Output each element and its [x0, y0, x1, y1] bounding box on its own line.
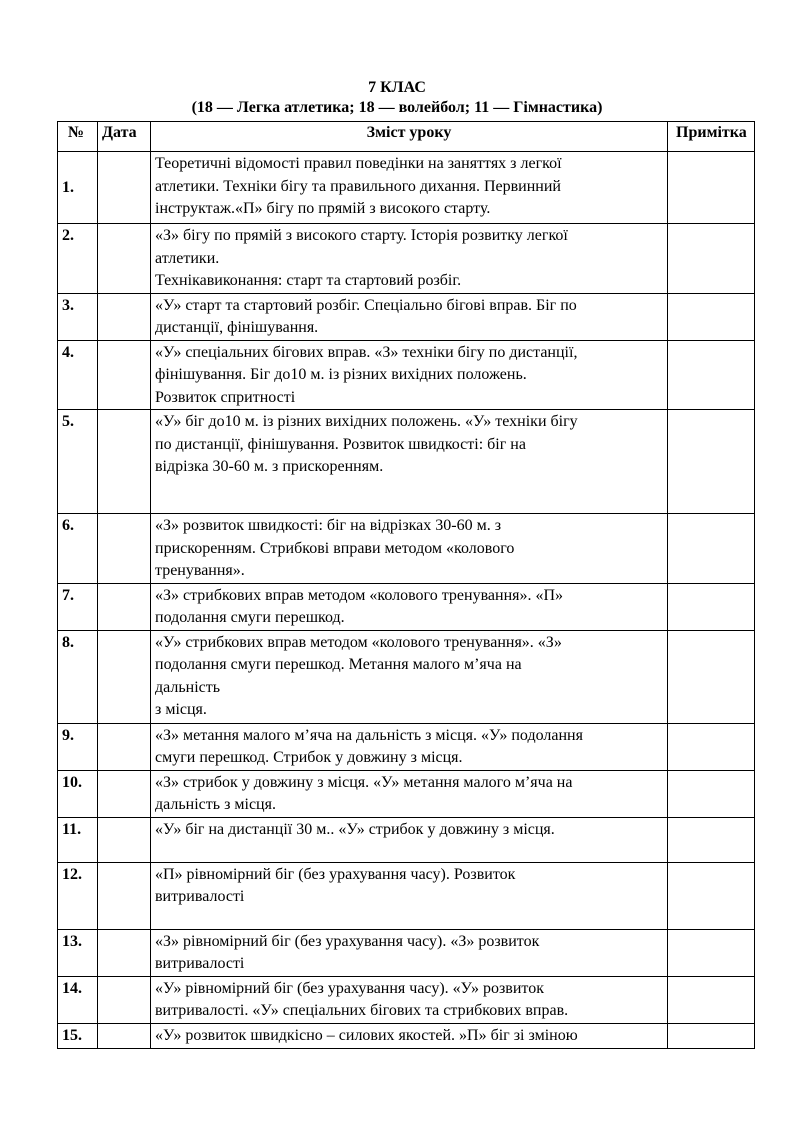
content-line: прискоренням. Стрибкові вправи методом «колового: [155, 539, 515, 557]
row-date: [98, 817, 151, 862]
table-row: [58, 770, 755, 817]
row-number: 1.: [58, 152, 98, 224]
row-content: [151, 630, 668, 723]
row-content: [151, 929, 668, 976]
page-title: 7 КЛАС: [368, 79, 426, 96]
row-date: [98, 862, 151, 929]
row-note: [668, 1023, 755, 1048]
content-line: витривалості. «У» спеціальних бігових та стрибкових вправ.: [155, 1002, 569, 1019]
row-number: 12.: [58, 862, 98, 929]
row-number: 5.: [58, 410, 98, 514]
row-content: [151, 976, 668, 1023]
content-line: «З» метання малого м’яча на дальність з місця. «У» подолання: [155, 726, 583, 744]
page-subtitle: (18 — Легка атлетика; 18 — волейбол; 11 — Гімнастика): [191, 99, 603, 116]
table-row: [58, 583, 755, 630]
row-number: 3.: [58, 293, 98, 340]
header-content: Зміст уроку: [151, 122, 668, 152]
row-note: [668, 152, 755, 224]
header-number: №: [58, 122, 98, 152]
content-line: подолання смуги перешкод.: [155, 609, 345, 626]
lesson-plan-table: [57, 121, 755, 1049]
table-row: [58, 976, 755, 1023]
row-content: [151, 723, 668, 770]
row-date: [98, 630, 151, 723]
content-line: подолання смуги перешкод. Метання малого м’яча на: [155, 656, 522, 673]
row-number: 10.: [58, 770, 98, 817]
row-date: [98, 770, 151, 817]
content-line: дальність з місця.: [155, 796, 276, 813]
row-number: 11.: [58, 817, 98, 862]
row-date: [98, 929, 151, 976]
content-line: «З» бігу по прямій з високого старту. Історія розвитку легкої: [155, 227, 568, 244]
row-date: [98, 1023, 151, 1048]
row-content: [151, 1023, 668, 1048]
content-line: «У» біг до10 м. із різних вихідних положень. «У» техніки бігу: [155, 413, 578, 430]
content-line: Технікавиконання: старт та стартовий розбіг.: [155, 272, 462, 289]
content-line: «З» стрибок у довжину з місця. «У» метання малого м’яча на: [155, 773, 573, 791]
content-line: «П» рівномірний біг (без урахування часу). Розвиток: [155, 865, 516, 883]
row-date: [98, 410, 151, 514]
row-number: 4.: [58, 340, 98, 410]
row-content: [151, 817, 668, 862]
content-line: «У» рівномірний біг (без урахування часу). «У» розвиток: [155, 979, 544, 997]
row-number: 14.: [58, 976, 98, 1023]
row-content: [151, 152, 668, 224]
row-note: [668, 723, 755, 770]
table-row: [58, 293, 755, 340]
row-date: [98, 340, 151, 410]
row-note: [668, 770, 755, 817]
content-line: «У» біг на дистанції 30 м.. «У» стрибок у довжину з місця.: [155, 820, 555, 838]
row-content: [151, 770, 668, 817]
table-row: [58, 723, 755, 770]
row-content: [151, 293, 668, 340]
row-number: 2.: [58, 224, 98, 294]
row-content: [151, 862, 668, 929]
row-note: [668, 862, 755, 929]
row-number: 15.: [58, 1023, 98, 1048]
content-line: атлетики. Техніки бігу та правильного дихання. Первинний: [155, 177, 561, 195]
row-date: [98, 976, 151, 1023]
content-line: «З» стрибкових вправ методом «колового тренування». «П»: [155, 586, 564, 604]
table-row: [58, 340, 755, 410]
row-content: [151, 410, 668, 514]
content-line: по дистанції, фінішування. Розвиток швидкості: біг на: [155, 435, 526, 453]
row-date: [98, 723, 151, 770]
header-note: Примітка: [668, 122, 755, 152]
content-line: смуги перешкод. Стрибок у довжину з місця.: [155, 749, 463, 766]
row-number: 6.: [58, 514, 98, 584]
content-line: дистанції, фінішування.: [155, 319, 319, 336]
row-date: [98, 293, 151, 340]
row-date: [98, 152, 151, 224]
header-date: Дата: [98, 122, 151, 152]
table-row: [58, 224, 755, 294]
content-line: з місця.: [155, 701, 207, 718]
row-note: [668, 514, 755, 584]
table-row: [58, 514, 755, 584]
row-note: [668, 340, 755, 410]
row-note: [668, 929, 755, 976]
table-header-row: [58, 122, 755, 152]
row-number: 9.: [58, 723, 98, 770]
row-number: 8.: [58, 630, 98, 723]
row-note: [668, 410, 755, 514]
table-row: [58, 630, 755, 723]
content-line: «У» стрибкових вправ методом «колового тренування». «З»: [155, 633, 562, 651]
content-line: Розвиток спритності: [155, 388, 296, 406]
content-line: «У» старт та стартовий розбіг. Спеціально бігові вправ. Біг по: [155, 296, 577, 314]
row-number: 7.: [58, 583, 98, 630]
content-line: «У» розвиток швидкісно – силових якостей. »П» біг зі зміною: [155, 1026, 578, 1044]
row-note: [668, 630, 755, 723]
table-row: [58, 929, 755, 976]
content-line: фінішування. Біг до10 м. із різних вихідних положень.: [155, 366, 527, 383]
row-content: [151, 340, 668, 410]
content-line: інструктаж.«П» бігу по прямій з високого старту.: [155, 200, 491, 217]
table-row: [58, 862, 755, 929]
content-line: Теоретичні відомості правил поведінки на заняттях з легкої: [155, 155, 562, 172]
table-row: [58, 152, 755, 224]
row-number: 13.: [58, 929, 98, 976]
row-content: [151, 514, 668, 584]
table-row: [58, 410, 755, 514]
row-content: [151, 583, 668, 630]
content-line: «З» розвиток швидкості: біг на відрізках 30-60 м. з: [155, 517, 502, 534]
content-line: «З» рівномірний біг (без урахування часу). «З» розвиток: [155, 932, 540, 950]
table-row: [58, 817, 755, 862]
row-note: [668, 224, 755, 294]
row-note: [668, 817, 755, 862]
content-line: відрізка 30-60 м. з прискоренням.: [155, 458, 384, 475]
row-date: [98, 514, 151, 584]
row-content: [151, 224, 668, 294]
row-note: [668, 976, 755, 1023]
row-date: [98, 224, 151, 294]
row-note: [668, 293, 755, 340]
row-note: [668, 583, 755, 630]
table-row: [58, 1023, 755, 1048]
content-line: витривалості: [155, 955, 245, 972]
content-line: атлетики.: [155, 249, 220, 267]
content-line: тренування».: [155, 562, 245, 579]
content-line: дальність: [155, 678, 221, 696]
content-line: «У» спеціальних бігових вправ. «З» техніки бігу по дистанції,: [155, 343, 578, 361]
content-line: витривалості: [155, 888, 245, 905]
row-date: [98, 583, 151, 630]
table-body: [58, 152, 755, 1049]
